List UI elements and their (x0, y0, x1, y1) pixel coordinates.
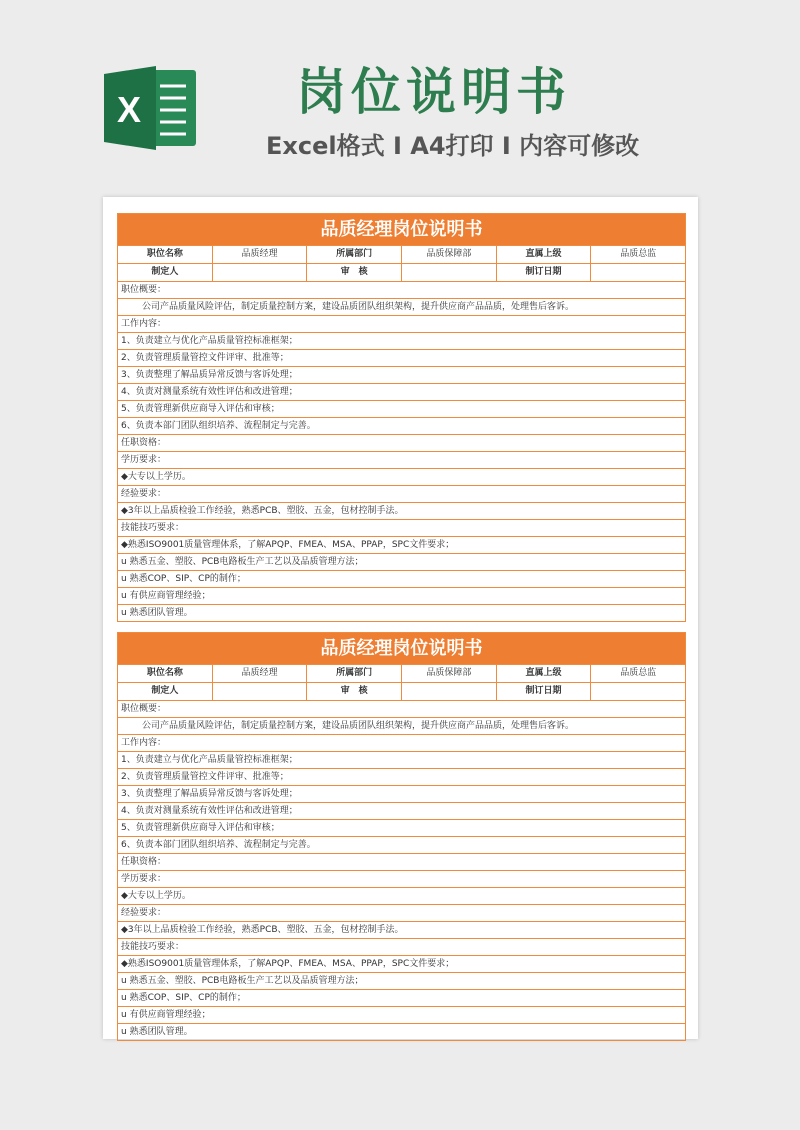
info-row (118, 263, 685, 281)
info-label: 制定人 (151, 267, 179, 277)
text-row: ◆大专以上学历。 (118, 468, 685, 485)
info-value (401, 264, 496, 281)
text-row: 工作内容： (118, 315, 685, 332)
info-value (590, 264, 685, 281)
info-row (118, 682, 685, 700)
text-row: u 有供应商管理经验； (118, 1006, 685, 1023)
text-row: 经验要求： (118, 904, 685, 921)
job-description-sheet-2 (117, 632, 686, 1041)
text-row: 4、负责对测量系统有效性评估和改进管理； (118, 802, 685, 819)
info-label: 直属上级 (496, 665, 591, 682)
text-row: u 熟悉团队管理。 (118, 1023, 685, 1040)
page-header (0, 0, 800, 195)
text-row: ◆大专以上学历。 (118, 887, 685, 904)
text-row: 4、负责对测量系统有效性评估和改进管理； (118, 383, 685, 400)
info-label: 审 核 (306, 264, 401, 281)
info-label: 职位名称 (146, 249, 183, 259)
info-label: 制定人 (151, 686, 179, 696)
page-subtitle: Excel格式 I A4打印 I 内容可修改 (266, 132, 640, 160)
text-row: 5、负责管理新供应商导入评估和审核； (118, 819, 685, 836)
info-label: 审 核 (306, 683, 401, 700)
info-value (212, 264, 307, 281)
info-label: 制订日期 (496, 683, 591, 700)
info-value: 品质经理 (212, 246, 307, 263)
text-row: 公司产品质量风险评估，制定质量控制方案，建设品质团队组织架构，提升供应商产品品质，处理售后客诉。 (118, 717, 685, 734)
text-row: u 熟悉COP、SIP、CP的制作； (118, 989, 685, 1006)
document-paper (103, 197, 698, 1039)
info-value (401, 683, 496, 700)
text-row: 工作内容： (118, 734, 685, 751)
info-value: 品质总监 (590, 246, 685, 263)
text-row: 任职资格： (118, 853, 685, 870)
text-row: 职位概要： (118, 700, 685, 717)
info-value: 品质经理 (212, 665, 307, 682)
text-row: 公司产品质量风险评估，制定质量控制方案，建设品质团队组织架构，提升供应商产品品质，处理售后客诉。 (118, 298, 685, 315)
text-row: 2、负责管理质量管控文件评审、批准等； (118, 768, 685, 785)
info-label: 所属部门 (306, 665, 401, 682)
info-label: 职位名称 (146, 668, 183, 678)
excel-logo-icon (102, 64, 200, 152)
text-row: ◆3年以上品质检验工作经验，熟悉PCB、塑胶、五金，包材控制手法。 (118, 921, 685, 938)
text-row: 技能技巧要求： (118, 938, 685, 955)
text-row: 任职资格： (118, 434, 685, 451)
info-row (118, 245, 685, 263)
text-row: ◆3年以上品质检验工作经验，熟悉PCB、塑胶、五金，包材控制手法。 (118, 502, 685, 519)
text-row: 学历要求： (118, 451, 685, 468)
svg-text:X: X (116, 89, 142, 130)
text-row: 6、负责本部门团队组织培养、流程制定与完善。 (118, 417, 685, 434)
sheet-title: 品质经理岗位说明书 (118, 214, 685, 245)
text-row: ◆熟悉ISO9001质量管理体系，了解APQP、FMEA、MSA、PPAP，SPC文件要求； (118, 536, 685, 553)
info-value (590, 683, 685, 700)
info-value: 品质保障部 (401, 246, 496, 263)
info-label: 制订日期 (496, 264, 591, 281)
text-row: 3、负责整理了解品质异常反馈与客诉处理； (118, 785, 685, 802)
info-value: 品质保障部 (401, 665, 496, 682)
text-row: 1、负责建立与优化产品质量管控标准框架； (118, 751, 685, 768)
job-description-sheet-1 (117, 213, 686, 622)
text-row: 6、负责本部门团队组织培养、流程制定与完善。 (118, 836, 685, 853)
info-value (212, 683, 307, 700)
text-row: 2、负责管理质量管控文件评审、批准等； (118, 349, 685, 366)
info-label: 直属上级 (496, 246, 591, 263)
text-row: 学历要求： (118, 870, 685, 887)
page-title: 岗位说明书 (296, 63, 571, 121)
info-row (118, 664, 685, 682)
info-value: 品质总监 (590, 665, 685, 682)
text-row: u 熟悉五金、塑胶、PCB电路板生产工艺以及品质管理方法； (118, 553, 685, 570)
text-row: u 熟悉COP、SIP、CP的制作； (118, 570, 685, 587)
sheet-title: 品质经理岗位说明书 (118, 633, 685, 664)
text-row: ◆熟悉ISO9001质量管理体系，了解APQP、FMEA、MSA、PPAP，SPC文件要求； (118, 955, 685, 972)
text-row: 3、负责整理了解品质异常反馈与客诉处理； (118, 366, 685, 383)
text-row: u 熟悉五金、塑胶、PCB电路板生产工艺以及品质管理方法； (118, 972, 685, 989)
info-label: 所属部门 (306, 246, 401, 263)
text-row: u 有供应商管理经验； (118, 587, 685, 604)
text-row: u 熟悉团队管理。 (118, 604, 685, 621)
text-row: 5、负责管理新供应商导入评估和审核； (118, 400, 685, 417)
text-row: 经验要求： (118, 485, 685, 502)
text-row: 技能技巧要求： (118, 519, 685, 536)
text-row: 1、负责建立与优化产品质量管控标准框架； (118, 332, 685, 349)
text-row: 职位概要： (118, 281, 685, 298)
